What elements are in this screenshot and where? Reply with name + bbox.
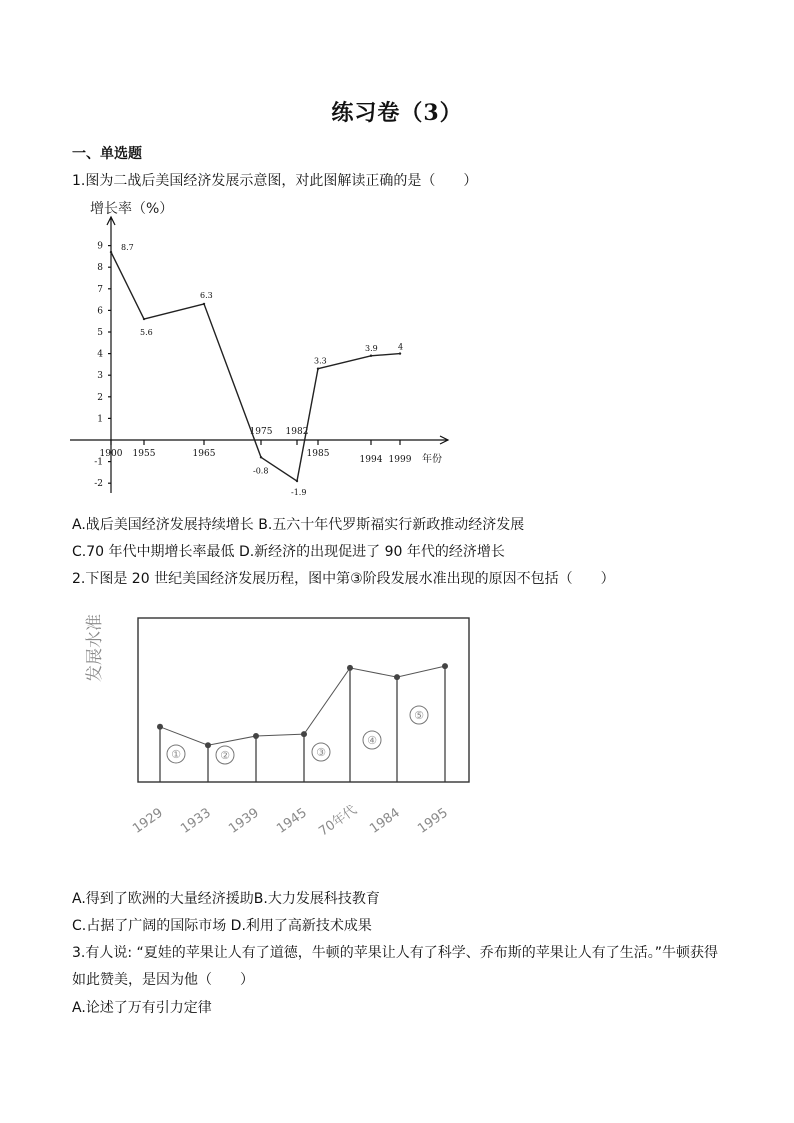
y-tick-label: 5 [97, 328, 103, 338]
data-point [253, 733, 259, 739]
data-label: -1.9 [291, 488, 307, 498]
x-tick-label: 1955 [132, 449, 156, 459]
q1-stem: 1.图为二战后美国经济发展示意图，对此图解读正确的是（ ） [72, 173, 478, 189]
data-point [260, 456, 262, 458]
x-tick-label: 1999 [388, 455, 412, 465]
section-heading: 一、单选题 [72, 146, 142, 162]
q3-stem-line2: 如此赞美，是因为他（ ） [72, 972, 254, 988]
x-tick-label: 1900 [99, 449, 123, 459]
y-tick-label: 3 [97, 371, 103, 382]
data-point [301, 731, 307, 737]
y-tick-label: 8 [97, 263, 103, 274]
stage-number: ④ [367, 734, 377, 747]
y-tick-label: 7 [97, 284, 103, 295]
growth-rate-chart [70, 195, 470, 505]
q3-stem-line1: 3.有人说: “夏娃的苹果让人有了道德，牛顿的苹果让人有了科学、乔布斯的苹果让人有了生活。”牛顿获得 [72, 945, 719, 961]
data-point [399, 352, 401, 354]
stage-number: ⑤ [414, 709, 424, 722]
data-label: 5.6 [140, 328, 153, 338]
x-tick-label: 1984 [367, 805, 403, 837]
data-label: -0.8 [253, 466, 269, 476]
q2-options-line1: A.得到了欧洲的大量经济援助B.大力发展科技教育 [72, 891, 380, 907]
x-tick-label: 1929 [130, 805, 166, 837]
x-tick-label: 70年代 [316, 802, 360, 840]
q1-options-line1: A.战后美国经济发展持续增长 B.五六十年代罗斯福实行新政推动经济发展 [72, 517, 525, 533]
data-label: 3.9 [365, 343, 378, 353]
y-tick-label: -2 [94, 479, 103, 490]
stage-number: ① [171, 748, 181, 761]
x-tick-label: 1982 [285, 427, 309, 437]
x-axis-label: 年份 [422, 454, 442, 465]
y-tick-label: 6 [97, 306, 103, 317]
data-label: 8.7 [121, 243, 134, 253]
data-point [157, 724, 163, 730]
data-point [370, 355, 372, 357]
x-tick-label: 1975 [249, 427, 273, 437]
q2-options-line2: C.占据了广阔的国际市场 D.利用了高新技术成果 [72, 918, 372, 934]
x-tick-label: 1994 [359, 455, 383, 465]
q3-option-a: A.论述了万有引力定律 [72, 1000, 212, 1016]
y-axis-label: 增长率（%） [90, 201, 174, 217]
x-tick-label: 1985 [306, 449, 330, 459]
data-point [394, 674, 400, 680]
x-tick-label: 1933 [178, 805, 214, 837]
data-point [296, 480, 298, 482]
y-tick-label: 2 [97, 392, 103, 403]
stage-number: ② [220, 749, 230, 762]
data-label: 6.3 [200, 290, 213, 300]
data-point [442, 663, 448, 669]
data-label: 3.3 [314, 356, 327, 366]
q2-stem: 2.下图是 20 世纪美国经济发展历程，图中第③阶段发展水准出现的原因不包括（ ） [72, 571, 615, 587]
data-point [110, 251, 112, 253]
y-tick-label: 4 [97, 349, 103, 360]
data-point [205, 742, 211, 748]
x-tick-label: 1965 [192, 449, 216, 459]
data-point [203, 303, 205, 305]
data-point [347, 665, 353, 671]
stage-number: ③ [316, 746, 326, 759]
page-title: 练习卷（3） [331, 100, 463, 126]
y-axis-label: 发展水准 [85, 614, 105, 682]
x-tick-label: 1995 [415, 805, 451, 837]
data-point [317, 368, 319, 370]
x-tick-label: 1939 [226, 805, 262, 837]
data-point [143, 318, 145, 320]
q1-options-line2: C.70 年代中期增长率最低 D.新经济的出现促进了 90 年代的经济增长 [72, 544, 505, 560]
x-tick-label: 1945 [274, 805, 310, 837]
data-label: 4 [398, 342, 404, 352]
development-level-chart [80, 598, 500, 858]
y-tick-label: -1 [94, 457, 103, 468]
growth-line [111, 252, 400, 481]
y-tick-label: 1 [97, 414, 103, 425]
y-tick-label: 9 [97, 241, 103, 252]
